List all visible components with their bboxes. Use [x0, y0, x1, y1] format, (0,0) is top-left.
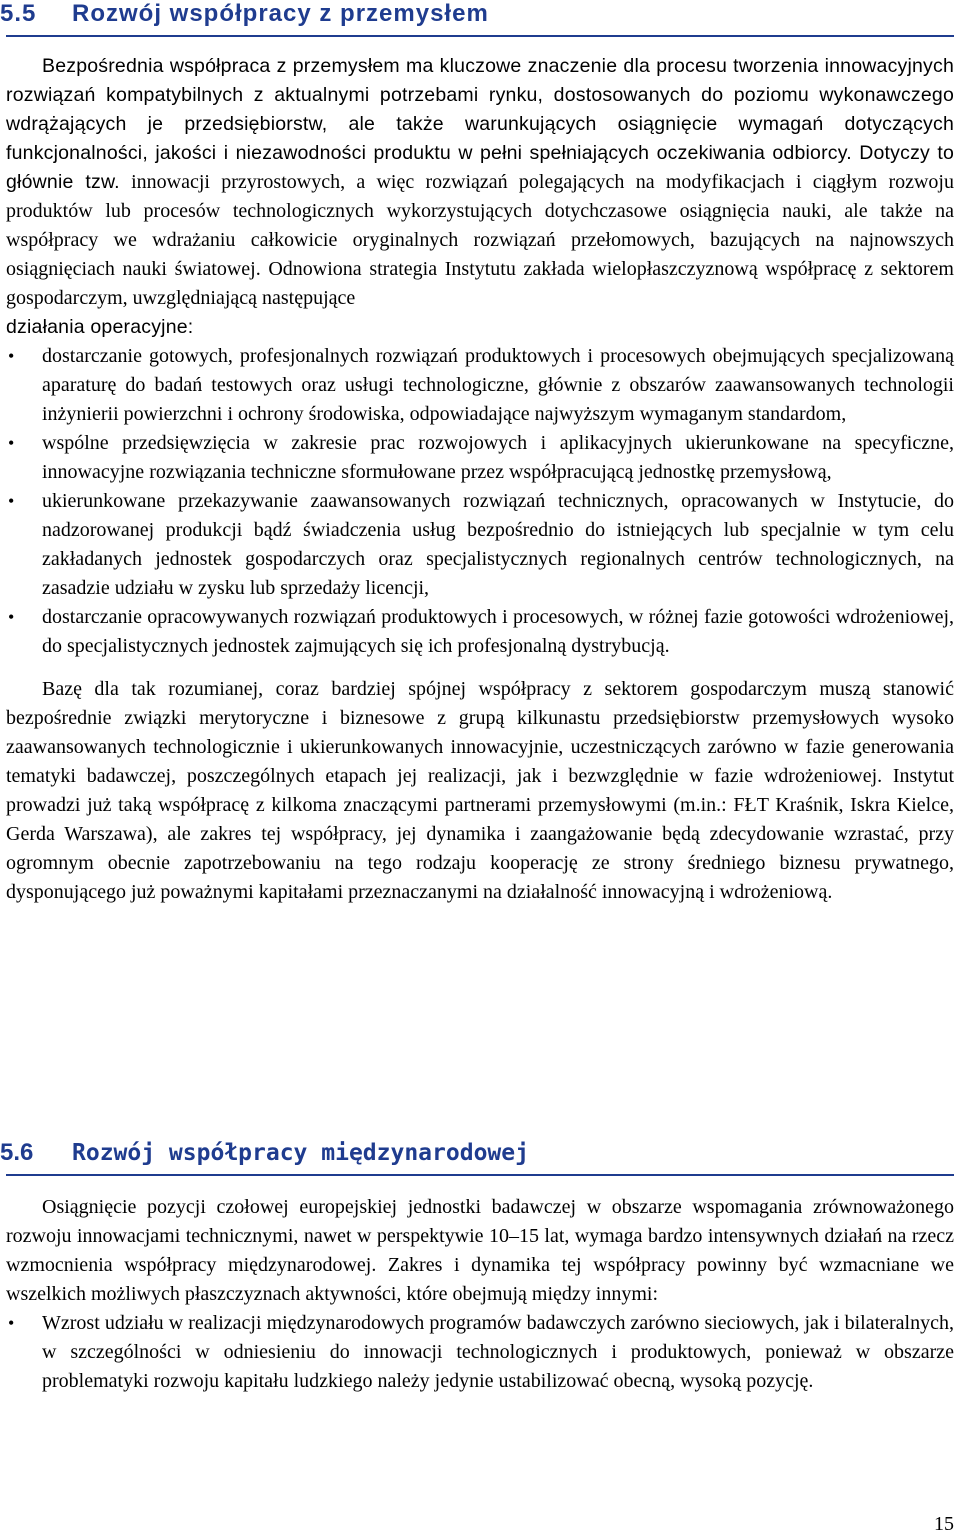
list-item-text: ukierunkowane przekazywanie zaawansowanych rozwiązań technicznych, opracowanych w Instytucie, do nadzorowanej produkcji bądź świadczenia usług bezpośrednio do istniejących lub specjalnie w tym celu zakładanych jednostek gospodarczych oraz specjalistycznych regionalnych centrów technologicznych, na zasadzie udziału w zysku lub sprzedaży licencji,: [42, 490, 954, 599]
intro-paragraph-serif-run: innowacji przyrostowych, a więc rozwiązań polegających na modyfikacjach i ciągłym rozwoju produktów lub procesów technologicznych wykorzystujących dotychczasowe osiągnięcia nauki, ale także na współpracy we wdrażaniu całkowicie oryginalnych rozwiązań przełomowych, bazujących na najnowszych osiągnięciach nauki światowej. Odnowiona strategia Instytutu zakłada wielopłaszczyznową współpracę z sektorem gospodarczym, uwzględniającą następujące: [6, 171, 954, 309]
intro-paragraph-tail: działania operacyjne:: [6, 316, 194, 338]
section-5-5-body: [6, 52, 954, 907]
section-title: Rozwój współpracy z przemysłem: [72, 0, 489, 27]
operational-actions-list: [6, 342, 954, 661]
heading-rule: [6, 1174, 954, 1176]
section-heading: [0, 1139, 954, 1166]
page-number: 15: [934, 1513, 954, 1535]
list-item: [6, 429, 954, 487]
bullet-icon: •: [8, 491, 15, 511]
list-item: [6, 342, 954, 429]
section-number: 5.5: [0, 0, 37, 27]
list-item: [6, 603, 954, 661]
international-actions-list: [6, 1309, 954, 1396]
list-item: [6, 1309, 954, 1396]
list-item-text: Wzrost udziału w realizacji międzynarodowych programów badawczych zarówno sieciowych, jak i bilateralnych, w szczególności w odniesieniu do innowacji technologicznych i produktowych, ponieważ w obszarze problematyki rozwoju kapitału ludzkiego należy jedynie ustabilizować obecną, wysoką pozycję.: [42, 1312, 954, 1392]
section-number: 5.6: [0, 1139, 34, 1166]
heading-rule: [6, 35, 954, 37]
section-heading: [0, 0, 954, 27]
list-item-text: dostarczanie opracowywanych rozwiązań produktowych i procesowych, w różnej fazie gotowości wdrożeniowej, do specjalistycznych jednostek zajmujących się ich profesjonalną dystrybucją.: [42, 606, 954, 657]
section-5-6: [0, 1139, 954, 1176]
bullet-icon: •: [8, 1313, 15, 1333]
list-item: [6, 487, 954, 603]
bullet-icon: •: [8, 346, 15, 366]
section-5-5: [0, 0, 954, 37]
intro-paragraph: [6, 52, 954, 313]
bullet-icon: •: [8, 607, 15, 627]
list-item-text: dostarczanie gotowych, profesjonalnych rozwiązań produktowych i procesowych obejmujących specjalizowaną aparaturę do badań testowych oraz usługi technologiczne, głównie z obszarów zaawansowanych technologii inżynierii powierzchni i ochrony środowiska, odpowiadające najwyższym wymaganym standardom,: [42, 345, 954, 425]
bullet-icon: •: [8, 433, 15, 453]
list-item-text: wspólne przedsięwzięcia w zakresie prac rozwojowych i aplikacyjnych ukierunkowane na specyficzne, innowacyjne rozwiązania techniczne sformułowane przez współpracującą jednostkę przemysłową,: [42, 432, 954, 483]
international-paragraph: Osiągnięcie pozycji czołowej europejskiej jednostki badawczej w obszarze wspomagania zrównoważonego rozwoju innowacjami technicznymi, nawet w perspektywie 10–15 lat, wymaga bardzo intensywnych działań na rzecz wzmocnienia współpracy międzynarodowej. Zakres i dynamika tej współpracy powinny być wzmacniane we wszelkich możliwych płaszczyznach aktywności, które obejmują między innymi:: [6, 1196, 954, 1305]
cooperation-paragraph: Bazę dla tak rozumianej, coraz bardziej spójnej współpracy z sektorem gospodarczym muszą stanowić bezpośrednie związki merytoryczne i biznesowe z grupą kilkunastu przedsiębiorstw przemysłowych wysoko zaawansowanych technologicznie i ukierunkowanych innowacyjnie, uczestniczących zarówno w fazie generowania tematyki badawczej, poszczególnych etapach jej realizacji, jak i bezwzględnie w fazie wdrożeniowej. Instytut prowadzi już taką współpracę z kilkoma znaczącymi partnerami przemysłowymi (m.in.: FŁT Kraśnik, Iskra Kielce, Gerda Warszawa), ale zakres tej współpracy, jej dynamika i zaangażowanie będą zdecydowanie wzrastać, przy ogromnym obecnie zapotrzebowaniu na tego rodzaju kooperację ze strony średniego biznesu prywatnego, dysponującego już poważnymi kapitałami przeznaczanymi na działalność innowacyjną i wdrożeniową.: [6, 678, 954, 903]
section-5-6-body: [6, 1193, 954, 1396]
intro-paragraph-sans-run: Bezpośrednia współpraca z przemysłem ma kluczowe znaczenie dla procesu tworzenia innowacyjnych rozwiązań kompatybilnych z aktualnymi potrzebami rynku, dostosowanych do poziomu wykonawczego wdrążających je przedsiębiorstw, ale także warunkujących osiągnięcie wymagań dotyczących funkcjonalności, jakości i niezawodności produktu w pełni spełniających oczekiwania odbiorcy. Dotyczy to głównie tzw.: [6, 55, 954, 193]
section-title: Rozwój współpracy międzynarodowej: [72, 1140, 529, 1166]
